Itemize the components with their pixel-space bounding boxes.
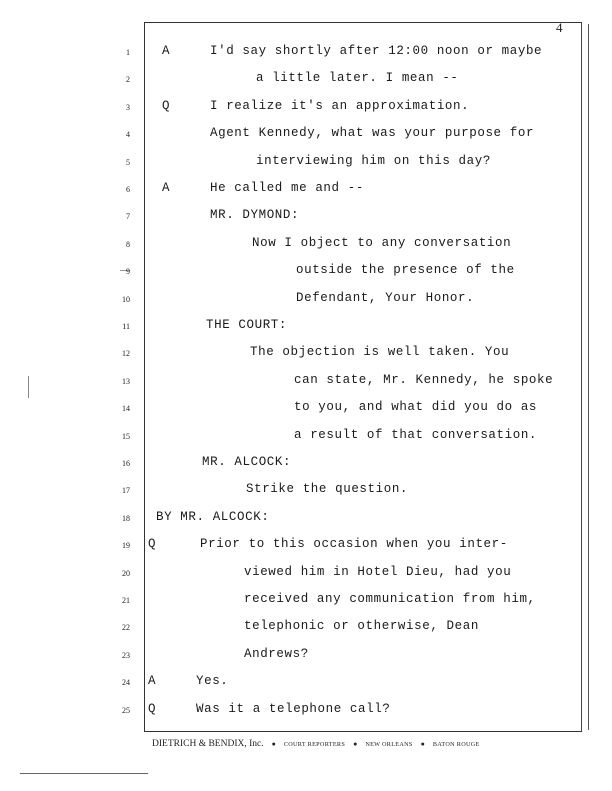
right-margin-rule xyxy=(588,24,589,730)
line-number: 8 xyxy=(126,239,130,249)
transcript-line: Defendant, Your Honor. xyxy=(296,290,475,305)
line-number: 6 xyxy=(126,185,130,194)
page-number: 4 xyxy=(556,20,563,35)
line-number: 25 xyxy=(122,705,130,715)
speaker-label: Q xyxy=(162,98,170,113)
footer-tag-court-reporters: COURT REPORTERS xyxy=(283,741,346,748)
transcript-line: can state, Mr. Kennedy, he spoke xyxy=(294,372,554,387)
transcript-line: to you, and what did you do as xyxy=(294,400,538,415)
transcript-line: BY MR. ALCOCK: xyxy=(156,509,270,524)
transcript-line: Was it a telephone call? xyxy=(196,701,391,716)
line-number: 12 xyxy=(122,349,130,359)
transcript-line: viewed him in Hotel Dieu, had you xyxy=(244,564,512,579)
speaker-label: A xyxy=(162,181,170,195)
transcript-line: telephonic or otherwise, Dean xyxy=(244,619,479,634)
line-number: 23 xyxy=(122,650,130,660)
speaker-label: Q xyxy=(148,701,156,716)
margin-mark xyxy=(28,376,29,398)
transcript-line: interviewing him on this day? xyxy=(256,153,491,168)
line-number: 22 xyxy=(122,623,130,633)
footer-separator: ● xyxy=(353,740,358,748)
line-number: 9 xyxy=(126,267,130,277)
line-number: 14 xyxy=(122,404,130,414)
line-number: 3 xyxy=(126,102,130,112)
transcript-line: Andrews? xyxy=(244,646,309,661)
transcript-line: MR. DYMOND: xyxy=(210,208,300,223)
line-number: 24 xyxy=(122,678,130,688)
transcript-line: outside the presence of the xyxy=(296,263,515,278)
line-number: 18 xyxy=(122,513,130,523)
line-number: 2 xyxy=(126,75,130,85)
line-number: 1 xyxy=(126,48,130,57)
line-number: 5 xyxy=(126,157,130,167)
bottom-rule xyxy=(20,773,148,774)
transcript-line: Yes. xyxy=(196,674,229,689)
footer-tag-baton-rouge: BATON ROUGE xyxy=(432,741,480,748)
transcript-line: MR. ALCOCK: xyxy=(202,455,292,469)
transcript-line: Now I object to any conversation xyxy=(252,235,512,250)
line-number: 17 xyxy=(122,486,130,496)
transcript-line: The objection is well taken. You xyxy=(250,345,510,360)
footer xyxy=(152,739,552,749)
transcript-line: a little later. I mean -- xyxy=(256,71,459,86)
footer-tag-new-orleans: NEW ORLEANS xyxy=(365,741,413,748)
line-number: 13 xyxy=(122,376,130,386)
line-number: 20 xyxy=(122,568,130,578)
line-number: 11 xyxy=(122,322,130,331)
transcript-line: I realize it's an approximation. xyxy=(210,98,470,113)
line-number: 7 xyxy=(126,212,130,222)
line-number: 21 xyxy=(122,596,130,605)
speaker-label: Q xyxy=(148,537,156,552)
transcript-line: received any communication from him, xyxy=(244,592,536,606)
footer-separator: ● xyxy=(420,740,425,748)
speaker-label: A xyxy=(162,44,170,58)
transcript-line: I'd say shortly after 12:00 noon or maybe xyxy=(210,44,543,58)
speaker-label: A xyxy=(148,674,156,689)
line-number: 15 xyxy=(122,431,130,441)
transcript-line: Agent Kennedy, what was your purpose for xyxy=(210,126,535,141)
footer-separator: ● xyxy=(271,740,276,748)
transcript-line: He called me and -- xyxy=(210,181,364,195)
transcript-line: a result of that conversation. xyxy=(294,427,538,442)
footer-firm: DIETRICH & BENDIX, Inc. xyxy=(152,739,264,749)
line-number: 19 xyxy=(122,541,130,551)
line-number: 4 xyxy=(126,130,130,140)
transcript-line: Prior to this occasion when you inter- xyxy=(200,537,508,552)
transcript-line: Strike the question. xyxy=(246,482,409,497)
line-number: 16 xyxy=(122,459,130,468)
transcript-line: THE COURT: xyxy=(206,318,288,332)
line-number: 10 xyxy=(122,294,130,304)
